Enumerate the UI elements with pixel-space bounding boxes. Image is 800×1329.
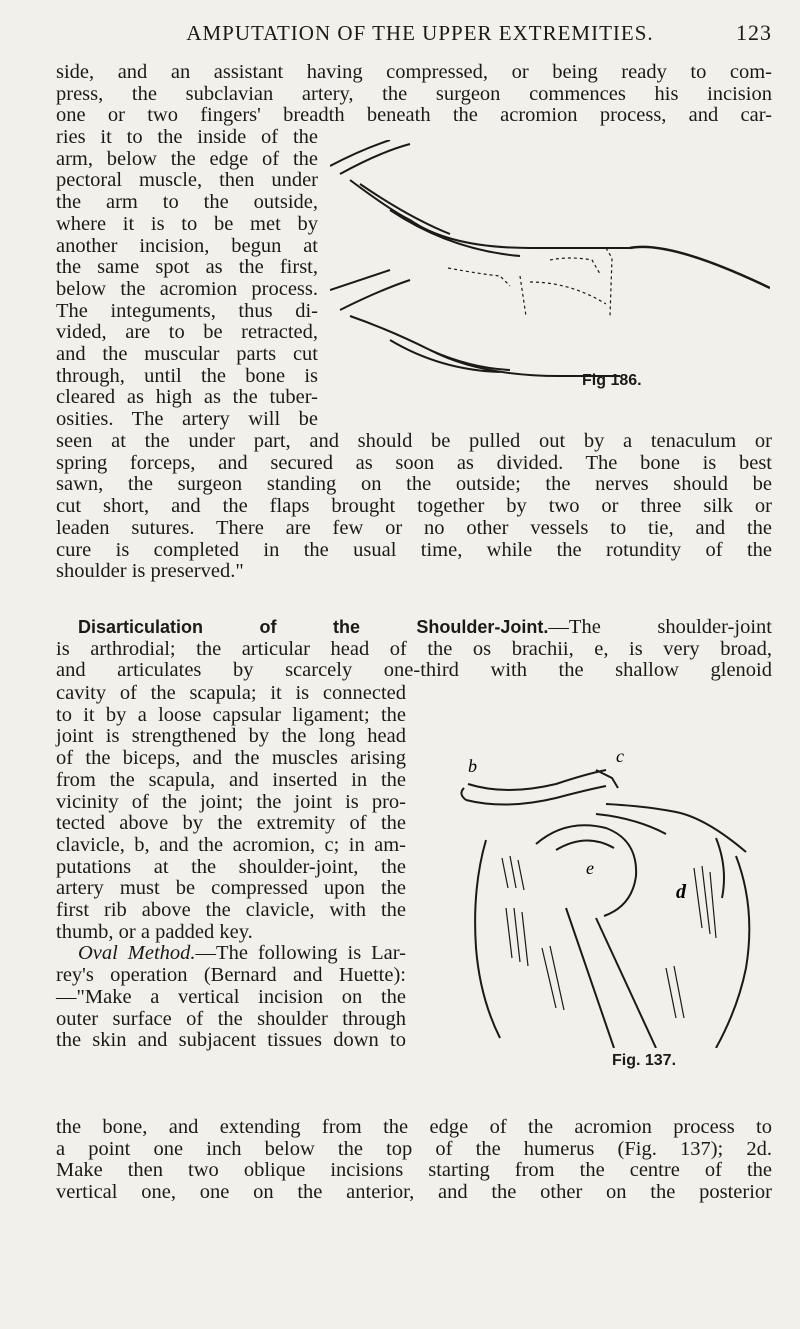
text-line: pectoral muscle, then under (56, 169, 318, 192)
text-line: leaden sutures. There are few or no other vessels to tie, and the (56, 516, 772, 539)
text-line: clavicle, b, and the acromion, c; in am- (56, 833, 406, 856)
text-line: tected above by the extremity of the (56, 812, 406, 835)
section-first-line (56, 617, 772, 639)
label-d: d (676, 881, 686, 903)
text-line: the bone, and extending from the edge of the acromion process to (56, 1116, 772, 1138)
text-line: vided, are to be retracted, (56, 321, 318, 344)
text-line: through, until the bone is (56, 364, 318, 387)
text-line: first rib above the clavicle, with the (56, 899, 406, 922)
text-line: outer surface of the shoulder through (56, 1007, 406, 1030)
running-title: AMPUTATION OF THE UPPER EXTREMITIES. (186, 20, 654, 45)
text-line: one or two fingers' breadth beneath the acromion process, and car- (56, 104, 772, 127)
oval-method-rest: —The following is Lar- (195, 942, 406, 965)
text-line: press, the subclavian artery, the surgeon commences his incision (56, 82, 772, 105)
text-line: of the biceps, and the muscles arising (56, 747, 406, 770)
text-line: sawn, the surgeon standing on the outside; the nerves should be (56, 473, 772, 496)
text-line: the same spot as the first, (56, 256, 318, 279)
text-line: where it is to be met by (56, 212, 318, 235)
label-b: b (468, 756, 477, 776)
label-c: c (616, 748, 624, 766)
section-disarticulation-head (56, 617, 772, 682)
paragraph-1-head (56, 62, 772, 127)
section-heading: Disarticulation of the Shoulder-Joint. (78, 617, 549, 637)
text-line: vicinity of the joint; the joint is pro- (56, 790, 406, 813)
text-line: a point one inch below the top of the humerus (Fig. 137); 2d. (56, 1137, 772, 1160)
text-line: cleared as high as the tuber- (56, 386, 318, 409)
text-line: shoulder is preserved." (56, 560, 244, 583)
oval-method-line (56, 943, 406, 965)
text-line: putations at the shoulder-joint, the (56, 855, 406, 878)
figure-137-diagram (446, 748, 764, 1048)
page-number: 123 (736, 20, 772, 45)
text-line: below the acromion process. (56, 277, 318, 300)
label-e: e (586, 858, 594, 878)
text-line: cut short, and the flaps brought together by two or three silk or (56, 495, 772, 518)
text-line: cure is completed in the usual time, while the rotundity of the (56, 538, 772, 561)
text-line: cavity of the scapula; it is connected (56, 682, 406, 704)
text-line: the arm to the outside, (56, 191, 318, 214)
text-line: —"Make a vertical incision on the (56, 985, 406, 1008)
text-line: joint is strengthened by the long head (56, 725, 406, 748)
figure-186-caption: Fig 186. (582, 372, 642, 389)
text-line: seen at the under part, and should be pulled out by a tenaculum or (56, 430, 772, 452)
text-line: to it by a loose capsular ligament; the (56, 703, 406, 726)
text-line: another incision, begun at (56, 234, 318, 257)
text-line: thumb, or a padded key. (56, 920, 253, 943)
paragraph-1-tail (56, 431, 772, 583)
text-line: vertical one, one on the anterior, and the other on the posterior (56, 1181, 772, 1204)
text-line: artery must be compressed upon the (56, 877, 406, 900)
text-line: the skin and subjacent tissues down to (56, 1029, 406, 1052)
text-line: osities. The artery will be (56, 408, 318, 431)
text-line: side, and an assistant having compressed, or being ready to com- (56, 61, 772, 83)
figure-137-caption: Fig. 137. (612, 1052, 677, 1069)
text-line: rey's operation (Bernard and Huette): (56, 964, 406, 987)
figure-186-diagram (330, 140, 770, 380)
oval-method-title: Oval Method. (78, 942, 196, 965)
text-line: arm, below the edge of the (56, 147, 318, 170)
text-line: and the muscular parts cut (56, 343, 318, 366)
text-line: The integuments, thus di- (56, 299, 318, 322)
text-line: from the scapula, and inserted in the (56, 768, 406, 791)
text-line: is arthrodial; the articular head of the os brachii, e, is very broad, (56, 637, 772, 660)
paragraph-1-wrapped (56, 127, 318, 431)
oval-method-tail (56, 1117, 772, 1204)
text-line: spring forceps, and secured as soon as divided. The bone is best (56, 451, 772, 474)
text-line: Make then two oblique incisions starting from the centre of the (56, 1159, 772, 1182)
text-line: ries it to the inside of the (56, 126, 318, 148)
running-header (68, 16, 772, 50)
section-heading-rest: —The shoulder-joint (548, 616, 772, 638)
text-line: and articulates by scarcely one-third with the shallow glenoid (56, 659, 772, 682)
section-disarticulation-wrapped (56, 683, 406, 1052)
